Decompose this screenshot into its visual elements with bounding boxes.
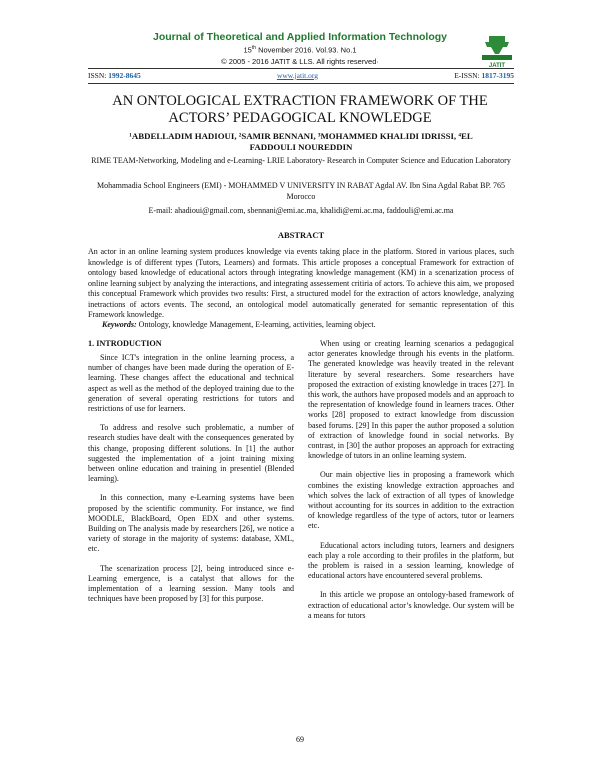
paragraph: In this article we propose an ontology-based framework of extraction of educational actor’s knowledge. Our system will be a means for tutors	[308, 590, 514, 620]
issn-row	[88, 71, 514, 80]
affiliation-1: RIME TEAM-Networking, Modeling and e-Learning- LRIE Laboratory- Research in Computer Science and Education Laboratory	[91, 156, 511, 165]
paragraph: The scenarization process [2], being introduced since e-Learning emergence, is a catalyst that allows for the implementation of a learning session. Many tools and techniques have been proposed by [3] for this purpose.	[88, 563, 294, 604]
jatit-logo	[478, 34, 516, 68]
paragraph: Our main objective lies in proposing a framework which combines the existing knowledge extraction approaches and which solves the lack of extraction of all types of knowledge without accounting for its sources in addition to the extraction of knowledge regardless of the type of actors, tutor or learners etc.	[308, 470, 514, 531]
header-rule-bottom	[88, 83, 514, 84]
paragraph: To address and resolve such problematic, a number of research studies have dealt with the consequences generated by this change, proposing different solutions. In [1] the author suggested the implementation of a joint training mixing between online education and training in presentiel (Blended learning).	[88, 423, 294, 484]
abstract-heading: ABSTRACT	[277, 230, 325, 240]
issn: ISSN: 1992-8645	[88, 71, 141, 80]
paper-title: AN ONTOLOGICAL EXTRACTION FRAMEWORK OF THE ACTORS’ PEDAGOGICAL KNOWLEDGE	[112, 93, 488, 126]
email-line: E-mail: ahadioui@gmail.com, sbennani@emi.ac.ma, khalidi@emi.ac.ma, faddouli@emi.ac.ma	[148, 206, 454, 215]
header-rule-top	[88, 68, 514, 69]
logo-text: JATIT	[488, 63, 506, 68]
copyright-line: © 2005 - 2016 JATIT & LLS. All rights reserved·	[221, 57, 379, 66]
authors: ¹ABDELLADIM HADIOUI, ²SAMIR BENNANI, ³MOHAMMED KHALIDI IDRISSI, ⁴EL FADDOULI NOUREDDIN	[129, 131, 473, 152]
journal-title: Journal of Theoretical and Applied Information Technology	[152, 31, 447, 43]
affiliation-2: Mohammadia School Engineers (EMI) - MOHAMMED V UNIVERSITY IN RABAT Agdal AV. Ibn Sina Agdal Rabat BP. 765 Morocco	[96, 181, 506, 201]
paragraph: When using or creating learning scenarios a pedagogical actor generates knowledge through his events in the platform. The generated knowledge was heavily treated in the relevant literature by several researchers. Some researchers have proposed the extraction of existing knowledge in traces [27]. In this work, the authors have proposed models and an approach to the representation of knowledge found in learners traces. Other works [28] proposed to extract knowledge from discussion based forums. [29] In this paper the author proposed a solution of extraction of knowledge found in social networks. By contrast, in [30] the author proposes an approach for extracting knowledge of tutors in an online learning system.	[308, 339, 514, 461]
page-number: 69	[296, 735, 304, 744]
eissn: E-ISSN: 1817-3195	[454, 71, 514, 80]
paragraph: In this connection, many e-Learning systems have been proposed by the scientific community. For instance, we find MOODLE, BlackBoard, Open EDX and other systems. Building on The analysis made by researchers [26], we notice a variety of storage in the majority of systems: database, XML, etc.	[88, 493, 294, 554]
section-heading-introduction: 1. INTRODUCTION	[88, 339, 162, 348]
abstract-text: An actor in an online learning system produces knowledge via events taking place in the platform. Stored in various places, such knowledge is of different types (Tutors, Learners) and formats. This article proposes a conceptual Framework for extraction of ontology based knowledge of educational actors through integrating knowledge management (KM) in a scenarization process of online learning subject by analyzing the interactions, and integrating assessement critiria of actors. To achieve this aim, we proposed this conceptual Framework which provides two results: First, a structured model for the extraction of actors knowledge, analyzing inetractions of actors events. The second, an ontological model automatically generated for semantic representation of this Framework knowledge.	[88, 247, 514, 319]
paragraph: Educational actors including tutors, learners and designers each play a role according to their profiles in the platform, but the problem is raised in a session learning, knowledge of educational actors have encountered several problems.	[308, 540, 514, 581]
keywords: Keywords: Ontology, knowledge Management, E-learning, activities, learning object.	[102, 320, 376, 329]
journal-url-link[interactable]: www.jatit.org	[276, 71, 318, 80]
left-column	[88, 353, 294, 613]
issue-info: 15th November 2016. Vol.93. No.1	[243, 45, 357, 55]
paragraph: Since ICT's integration in the online learning process, a number of changes have been made during the operation of E-learning. These changes affect the educational and technical aspect as well as the method of the deployed training due to the generation of several operating restrictions for tutors and restrictions of use for learners.	[88, 353, 294, 414]
right-column	[308, 339, 514, 630]
